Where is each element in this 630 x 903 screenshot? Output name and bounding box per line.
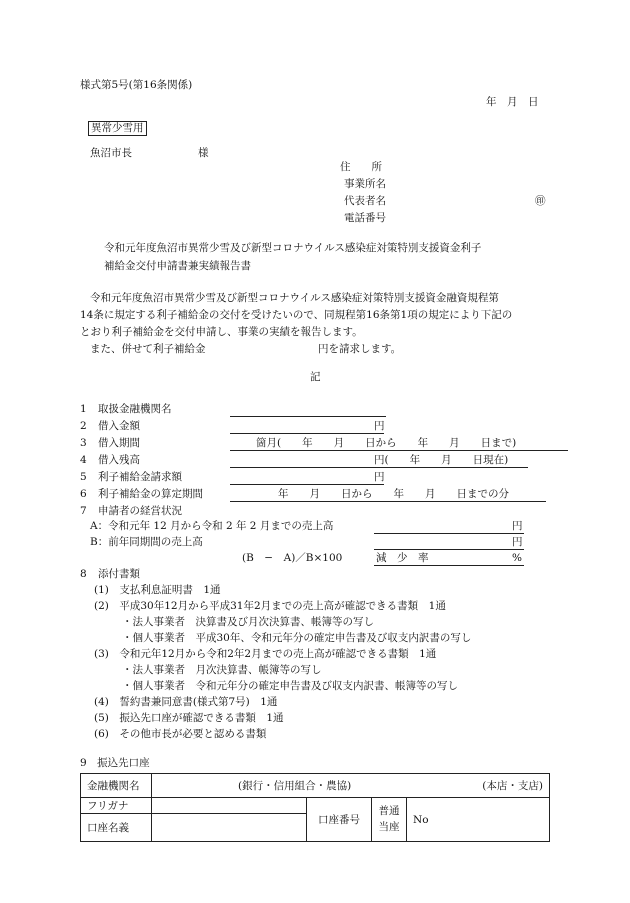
attach-line: ・個人事業者 平成30年、令和元年分の確定申告書及び収支内訳書の写し [122, 632, 472, 644]
decline-rate-label: 減 少 率 [376, 552, 429, 564]
sales-a-yen: 円 [512, 520, 523, 532]
item-7-no: 7 [80, 505, 87, 517]
sales-b-blank [374, 549, 524, 550]
item-1-no: 1 [80, 403, 87, 415]
attach-line: ・法人事業者 月次決算書、帳簿等の写し [122, 664, 322, 676]
sales-a-blank [374, 533, 524, 534]
bank-types: (銀行・信用組合・農協) [238, 780, 352, 792]
item-6-no: 6 [80, 488, 87, 500]
body-line-4-yen: 円を請求します。 [318, 343, 402, 355]
attach-line: (5) 振込先口座が確認できる書類 1通 [94, 712, 284, 724]
applicant-office: 事業所名 [344, 178, 386, 190]
account-number-field[interactable] [407, 798, 550, 842]
decline-formula: (B − A)／B×100 [242, 552, 343, 564]
item-4-label: 借入残高 [98, 454, 140, 466]
attach-line: ・法人事業者 決算書及び月次決算書、帳簿等の写し [122, 616, 374, 628]
bank-heading: 9 振込先口座 [80, 757, 150, 769]
item-2-label: 借入金額 [98, 420, 140, 432]
item-6-label: 利子補給金の算定期間 [98, 488, 203, 500]
item-1-label: 取扱金融機関名 [98, 403, 172, 415]
applicant-address: 住 所 [340, 161, 382, 173]
item-1-blank [230, 416, 386, 417]
attach-line: (3) 令和元年12月から令和2年2月までの売上高が確認できる書類 1通 [94, 648, 437, 660]
applicant-phone: 電話番号 [344, 212, 386, 224]
account-no-prefix: No [413, 813, 429, 826]
account-number-label: 口座番号 [307, 798, 372, 842]
item-4-balance: 円( 年 月 日現在) [374, 454, 509, 466]
item-2-yen: 円 [374, 420, 385, 432]
item-2-no: 2 [80, 420, 87, 432]
title-line-1: 令和元年度魚沼市異常少雪及び新型コロナウイルス感染症対策特別支援資金利子 [104, 242, 482, 254]
attach-label: 添付書類 [98, 568, 140, 580]
furigana-field[interactable] [152, 798, 307, 814]
form-number: 様式第5号(第16条関係) [80, 79, 193, 91]
account-holder-label: 口座名義 [81, 814, 152, 842]
account-type-toza: 当座 [378, 820, 400, 833]
title-line-2: 補給金交付申請書兼実績報告書 [104, 260, 251, 272]
account-type-cell[interactable] [372, 798, 407, 842]
applicant-rep: 代表者名 [344, 195, 386, 207]
attach-line: ・個人事業者 令和元年分の確定申告書及び収支内訳書、帳簿等の写し [122, 680, 458, 692]
bank-branch: (本店・支店) [482, 780, 543, 792]
attach-line: (6) その他市長が必要と認める書類 [94, 728, 267, 740]
sales-a-label: A：令和元年 12 月から令和 2 年 2 月までの売上高 [90, 520, 334, 532]
item-5-no: 5 [80, 471, 87, 483]
attach-line: (2) 平成30年12月から平成31年2月までの売上高が確認できる書類 1通 [94, 600, 446, 612]
bank-institution-field[interactable] [152, 774, 550, 798]
item-4-no: 4 [80, 454, 87, 466]
item-6-calc: 年 月 日から 年 月 日までの分 [278, 488, 509, 500]
body-line-3: とおり利子補給金を交付申請し、事業の実績を報告します。 [80, 326, 363, 338]
bank-institution-label: 金融機関名 [81, 774, 152, 798]
attach-line: (4) 誓約書兼同意書(様式第7号) 1通 [94, 696, 278, 708]
body-line-2: 14条に規定する利子補給金の交付を受けたいので、同規程第16条第1項の規定により下記の [80, 309, 513, 321]
item-3-period: 箇月( 年 月 日から 年 月 日まで) [256, 437, 517, 449]
snow-badge: 異常少雪用 [88, 121, 147, 136]
account-type-futsu: 普通 [378, 804, 400, 817]
item-5-label: 利子補給金請求額 [98, 471, 182, 483]
decline-blank [374, 565, 524, 566]
item-5-blank [230, 484, 384, 485]
account-holder-field[interactable] [152, 814, 307, 842]
sales-b-yen: 円 [512, 536, 523, 548]
item-2-blank [230, 433, 384, 434]
item-3-no: 3 [80, 437, 87, 449]
ki-heading: 記 [310, 371, 321, 383]
seal-mark: ㊞ [535, 195, 546, 207]
body-line-4: また、併せて利子補給金 [90, 343, 206, 355]
item-7-label: 申請者の経営状況 [98, 505, 182, 517]
item-5-yen: 円 [374, 471, 385, 483]
item-3-blank [230, 450, 568, 451]
addressee: 魚沼市長 [90, 147, 132, 159]
item-3-label: 借入期間 [98, 437, 140, 449]
addressee-sama: 様 [198, 147, 209, 159]
decline-percent: % [512, 552, 522, 564]
body-line-1: 令和元年度魚沼市異常少雪及び新型コロナウイルス感染症対策特別支援資金融資規程第 [90, 292, 499, 304]
date-line: 年 月 日 [486, 96, 539, 108]
sales-b-label: B：前年同期間の売上高 [90, 536, 203, 548]
attach-line: (1) 支払利息証明書 1通 [94, 584, 221, 596]
attach-no: 8 [80, 568, 87, 580]
bank-account-table [80, 773, 550, 842]
item-6-blank [230, 501, 546, 502]
item-4-blank [230, 467, 528, 468]
furigana-label: フリガナ [81, 798, 152, 814]
